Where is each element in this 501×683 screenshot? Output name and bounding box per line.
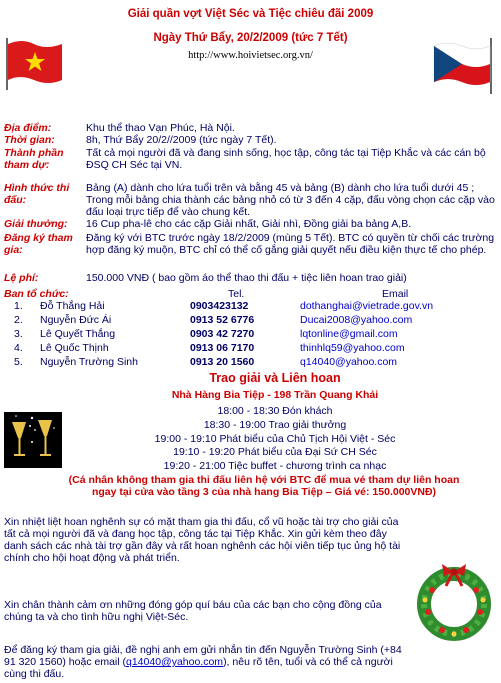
organizer-tel: 0913 20 1560 bbox=[190, 356, 255, 368]
organizer-email[interactable]: Ducai2008@yahoo.com bbox=[300, 314, 413, 326]
detail-value: 16 Cup pha-lê cho các cặp Giải nhất, Giải nhì, Đồng giải ba bảng A,B. bbox=[86, 218, 412, 230]
organizer-row bbox=[0, 314, 501, 327]
organizer-name: Nguyễn Đức Ái bbox=[40, 314, 112, 326]
christmas-wreath-icon bbox=[412, 560, 496, 646]
organizer-email[interactable]: lqtonline@gmail.com bbox=[300, 328, 398, 340]
site-url[interactable]: http://www.hoivietsec.org.vn/ bbox=[188, 50, 313, 61]
detail-format bbox=[4, 182, 496, 218]
vietnam-flag-icon bbox=[4, 38, 64, 90]
organizer-tel: 0903423132 bbox=[190, 300, 249, 312]
organizer-name: Lê Quyết Thắng bbox=[40, 328, 116, 340]
detail-registration bbox=[4, 232, 496, 268]
organizer-name: Lê Quốc Thịnh bbox=[40, 342, 109, 354]
detail-label: Giải thưởng: bbox=[4, 218, 68, 230]
schedule-item: 18:00 - 18:30 Đón khách bbox=[217, 405, 333, 417]
invite-paragraph: Xin nhiệt liệt hoan nghênh sự có mặt tham gia thi đấu, cổ vũ hoặc tài trợ cho giải của tất cả mọi người đã và đang học tập, công tác tại Tiệp Khắc. Xin gửi kèm theo đây danh sách các nhà tài trợ gần đây và rất hoan nghênh các hội viên tiếp tục ủng hộ tài chính cho hội hoạt động và phát triển. bbox=[4, 516, 401, 564]
register-text: Để đăng ký tham gia giải, đề nghị anh em gửi nhắn tin đến Nguyễn Trường Sinh (+84 91 320 1560) hoặc email ( bbox=[4, 644, 402, 668]
organizer-index: 3. bbox=[14, 328, 23, 340]
organizer-email[interactable]: dothanghai@vietrade.gov.vn bbox=[300, 300, 434, 312]
czech-flag-icon bbox=[432, 38, 496, 94]
schedule-item: 19:20 - 21:00 Tiệc buffet - chương trình ca nhạc bbox=[163, 460, 387, 472]
detail-value: Bảng (A) dành cho lứa tuổi trên và bằng 45 và bảng (B) dành cho lứa tuổi dưới 45 ; Trong mỗi bảng chia thành các bảng nhỏ có từ 3 đến 4 cặp, đấu vòng chọn các cặp vào đấu loại trực tiếp để vào chung kết. bbox=[86, 182, 495, 218]
organizer-tel: 0913 06 7170 bbox=[190, 342, 255, 354]
detail-time bbox=[4, 134, 496, 146]
detail-label: Địa điểm: bbox=[4, 122, 52, 134]
organizer-index: 1. bbox=[14, 300, 23, 312]
detail-value: Tất cả mọi người đã và đang sinh sống, học tập, công tác tại Tiệp Khắc và các cán bộ ĐSQ CH Séc tại VN. bbox=[86, 147, 486, 171]
organizer-email[interactable]: q14040@yahoo.com bbox=[300, 356, 398, 368]
schedule-item: 18:30 - 19:00 Trao giải thưởng bbox=[203, 419, 347, 431]
detail-participants bbox=[4, 147, 496, 173]
schedule-item: 19:00 - 19:10 Phát biểu của Chủ Tịch Hội Việt - Séc bbox=[154, 433, 396, 445]
detail-label: Thời gian: bbox=[4, 134, 55, 146]
organizer-tel: 0903 42 7270 bbox=[190, 328, 255, 340]
champagne-icon bbox=[4, 412, 62, 468]
register-paragraph bbox=[4, 644, 404, 680]
detail-label: Thành phần tham dự: bbox=[4, 147, 64, 171]
detail-fee bbox=[4, 272, 496, 284]
organizer-row bbox=[0, 342, 501, 355]
organizer-row bbox=[0, 328, 501, 341]
detail-prizes bbox=[4, 218, 496, 230]
detail-value: 8h, Thứ Bẩy 20/2//2009 (tức ngày 7 Tết). bbox=[86, 134, 277, 146]
party-title: Trao giải và Liên hoan bbox=[209, 371, 341, 385]
party-note: (Cá nhân không tham gia thi đấu liên hệ với BTC để mua vé tham dự liên hoan ngay tại cửa vào tầng 3 của nhà hang Bia Tiệp – Giá vé: 150.000VNĐ) bbox=[68, 474, 460, 498]
schedule-item: 19:10 - 19:20 Phát biểu của Đại Sứ CH Séc bbox=[173, 446, 377, 458]
organizer-row bbox=[0, 356, 501, 369]
organizer-index: 2. bbox=[14, 314, 23, 326]
organizer-name: Đỗ Thắng Hải bbox=[40, 300, 105, 312]
organizer-email[interactable]: thinhlq59@yahoo.com bbox=[300, 342, 405, 354]
organizer-name: Nguyễn Trường Sinh bbox=[40, 356, 138, 368]
detail-location bbox=[4, 122, 496, 134]
party-venue: Nhà Hàng Bia Tiệp - 198 Trần Quang Khải bbox=[171, 389, 379, 401]
register-email-link[interactable]: q14040@yahoo.com bbox=[126, 656, 224, 668]
page-title: Giải quần vợt Việt Séc và Tiệc chiêu đãi 2009 bbox=[127, 8, 374, 20]
detail-label: Đăng ký tham gia: bbox=[4, 232, 73, 256]
organizers-label: Ban tổ chức: bbox=[4, 288, 69, 300]
organizer-tel: 0913 52 6776 bbox=[190, 314, 255, 326]
register-text: ), nêu rõ tên, tuổi và có thể cả người cùng thi đấu. bbox=[4, 656, 393, 680]
organizer-index: 5. bbox=[14, 356, 23, 368]
tel-header: Tel. bbox=[228, 288, 245, 300]
thanks-paragraph: Xin chân thành cảm ơn những đóng góp quí báu của các bạn cho cộng đồng của chúng ta và cho tình hữu nghị Việt-Séc. bbox=[4, 599, 382, 623]
detail-label: Lệ phí: bbox=[4, 272, 39, 284]
date-line: Ngày Thứ Bẩy, 20/2/2009 (tức 7 Tết) bbox=[153, 32, 348, 44]
organizer-index: 4. bbox=[14, 342, 23, 354]
detail-label: Hình thức thi đấu: bbox=[4, 182, 70, 206]
detail-value: Đăng ký với BTC trước ngày 18/2/2009 (mùng 5 Tết). BTC có quyền từ chối các trường hợp đăng ký muộn, BTC chỉ có thể cố gắng giải quyết nếu điều kiện thực tế cho phép. bbox=[86, 232, 495, 256]
detail-value: Khu thể thao Vạn Phúc, Hà Nội. bbox=[86, 122, 235, 134]
organizer-row bbox=[0, 300, 501, 313]
email-header: Email bbox=[382, 288, 409, 300]
detail-value: 150.000 VNĐ ( bao gồm áo thể thao thi đấu + tiệc liên hoan trao giải) bbox=[86, 272, 407, 284]
